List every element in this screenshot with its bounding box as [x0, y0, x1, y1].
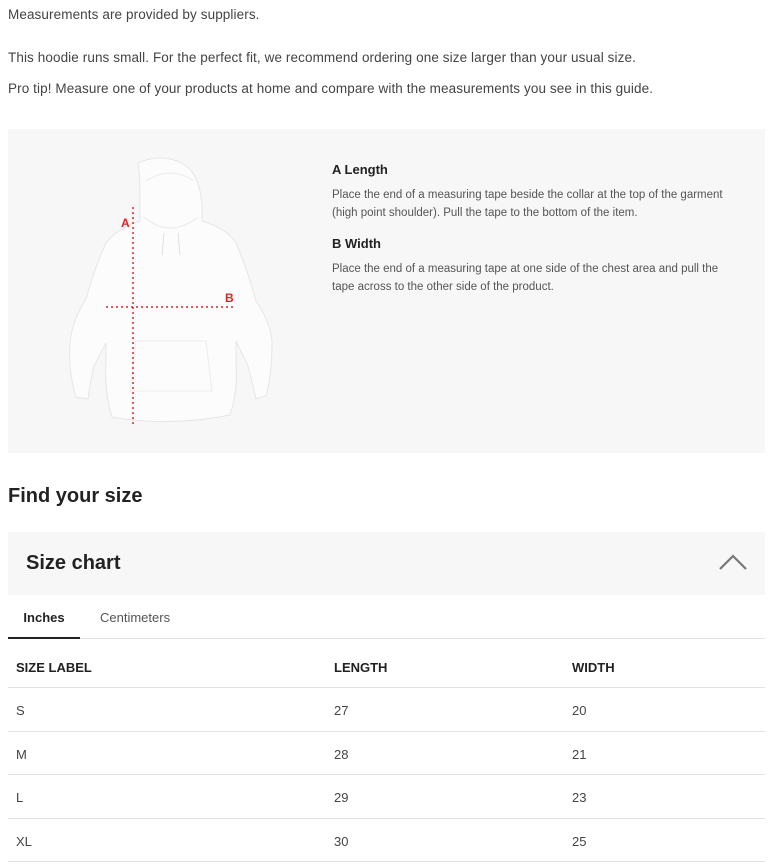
table-row [8, 688, 765, 732]
column-header: LENGTH [334, 660, 388, 675]
table-header [8, 645, 765, 688]
marker-a: A [121, 216, 130, 230]
length-cell: 28 [334, 746, 349, 762]
width-cell: 20 [572, 703, 587, 718]
suppliers-note: Measurements are provided by suppliers. [8, 7, 260, 22]
size-label-cell: L [16, 790, 24, 805]
measure-instructions [332, 162, 737, 296]
pro-tip: Pro tip! Measure one of your products at home and compare with the measurements you see in this guide. [8, 81, 654, 96]
size-label-cell: M [16, 746, 27, 762]
length-cell: 30 [334, 833, 349, 849]
hoodie-illustration [60, 151, 280, 431]
size-table [8, 645, 765, 862]
length-cell: 27 [334, 703, 349, 718]
measure-b-title: B Width [332, 236, 381, 251]
chevron-up-icon[interactable] [718, 551, 748, 573]
measure-b-desc: Place the end of a measuring tape at one side of the chest area and pull the tape across to the other side of the product. [332, 263, 719, 293]
table-row [8, 732, 765, 776]
tab-centimeters[interactable]: Centimeters [100, 610, 171, 625]
measure-a-title: A Length [332, 162, 388, 177]
unit-tabs [8, 600, 765, 639]
marker-b: B [225, 291, 234, 305]
size-chart-title: Size chart [26, 552, 121, 574]
measure-a-desc: Place the end of a measuring tape beside the collar at the top of the garment (high point shoulder). Pull the tape to the bottom of the item. [332, 189, 723, 219]
measurement-guide [8, 129, 765, 453]
find-size-heading: Find your size [8, 485, 143, 507]
size-label-cell: XL [16, 833, 32, 849]
size-chart-accordion[interactable] [8, 532, 765, 595]
length-cell: 29 [334, 790, 349, 805]
size-label-cell: S [16, 703, 25, 718]
table-row [8, 775, 765, 819]
column-header: SIZE LABEL [16, 660, 92, 675]
tab-inches[interactable]: Inches [8, 610, 80, 639]
table-row [8, 819, 765, 863]
fit-note: This hoodie runs small. For the perfect fit, we recommend ordering one size larger than your usual size. [8, 50, 636, 65]
column-header: WIDTH [572, 660, 615, 675]
width-cell: 25 [572, 833, 587, 849]
width-cell: 21 [572, 746, 587, 762]
width-cell: 23 [572, 790, 587, 805]
